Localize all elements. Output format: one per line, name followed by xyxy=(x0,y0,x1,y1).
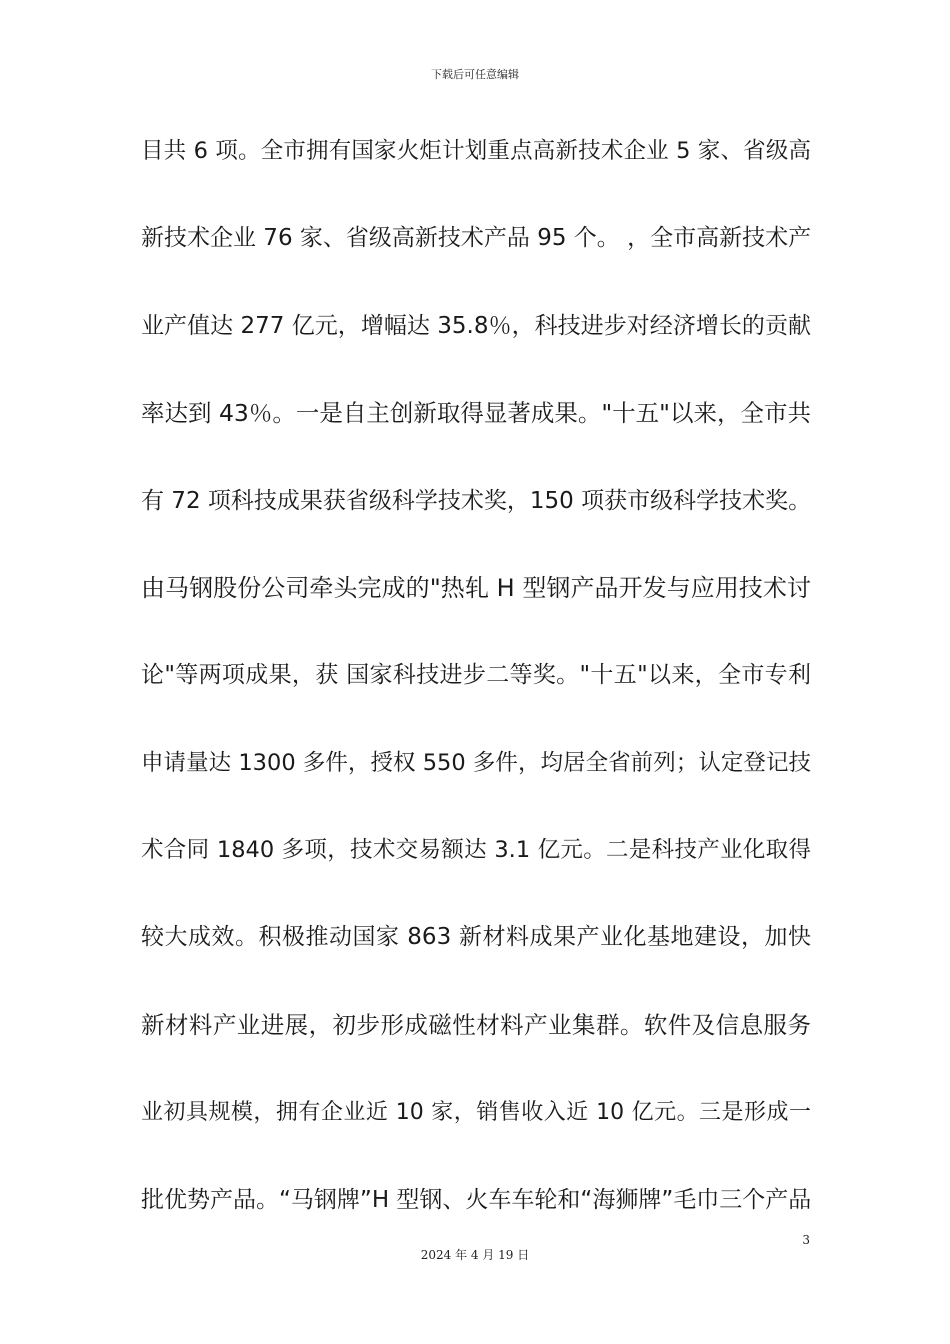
body-line-13: 批优势产品。“马钢牌”H 型钢、火车车轮和“海狮牌”毛巾三个产品 xyxy=(141,1186,811,1213)
body-line-1: 目共 6 项。全市拥有国家火炬计划重点高新技术企业 5 家、省级高 xyxy=(141,138,811,164)
body-line-8: 申请量达 1300 多件，授权 550 多件，均居全省前列；认定登记技 xyxy=(141,749,811,776)
page-number: 3 xyxy=(802,1233,810,1247)
body-line-7: 论"等两项成果，获 国家科技进步二等奖。"十五"以来，全市专利 xyxy=(141,662,811,689)
body-line-11: 新材料产业进展，初步形成磁性材料产业集群。软件及信息服务 xyxy=(141,1010,811,1039)
body-line-5: 有 72 项科技成果获省级科学技术奖，150 项获市级科学技术奖。 xyxy=(141,487,811,514)
body-text xyxy=(141,130,811,1266)
footer-date: 2024 年 4 月 19 日 xyxy=(420,1248,530,1262)
page-header: 下载后可任意编辑 xyxy=(431,68,519,81)
body-line-12: 业初具规模，拥有企业近 10 家，销售收入近 10 亿元。三是形成一 xyxy=(141,1100,811,1126)
body-line-2: 新技术企业 76 家、省级高新技术产品 95 个。 ，全市高新技术产 xyxy=(141,225,811,252)
body-line-9: 术合同 1840 多项，技术交易额达 3.1 亿元。二是科技产业化取得 xyxy=(141,837,811,863)
body-line-3: 业产值达 277 亿元，增幅达 35.8％，科技进步对经济增长的贡献 xyxy=(141,312,811,339)
body-line-6: 由马钢股份公司牵头完成的"热轧 H 型钢产品开发与应用技术讨 xyxy=(141,573,811,602)
body-line-10: 较大成效。积极推动国家 863 新材料成果产业化基地建设，加快 xyxy=(141,924,811,951)
body-line-4: 率达到 43％。一是自主创新取得显著成果。"十五"以来，全市共 xyxy=(141,399,811,428)
